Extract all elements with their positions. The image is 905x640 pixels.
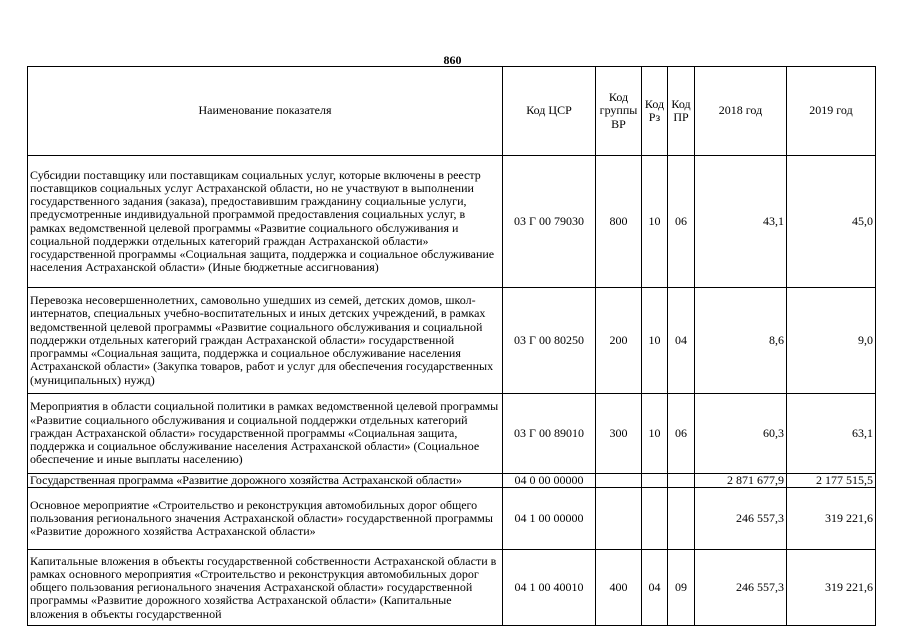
row-2018: 2 871 677,9 (695, 474, 787, 488)
table-row (28, 156, 876, 288)
row-name: Основное мероприятие «Строительство и реконструкция автомобильных дорог общего пользования регионального значения Астраханской области» государственной программы «Развитие дорожного хозяйства Астраханской области» (28, 488, 503, 550)
header-name: Наименование показателя (28, 67, 503, 156)
header-2019: 2019 год (787, 67, 876, 156)
row-rz: 10 (642, 394, 668, 474)
row-vr (596, 474, 642, 488)
row-rz: 04 (642, 550, 668, 626)
table-row (28, 394, 876, 474)
row-2018: 246 557,3 (695, 488, 787, 550)
row-csr: 03 Г 00 79030 (503, 156, 596, 288)
row-2019: 319 221,6 (787, 550, 876, 626)
row-rz: 10 (642, 156, 668, 288)
table-row (28, 474, 876, 488)
row-2019: 45,0 (787, 156, 876, 288)
row-2019: 9,0 (787, 288, 876, 394)
row-name: Субсидии поставщику или поставщикам социальных услуг, которые включены в реестр поставщиков социальных услуг Астраханской области, но не участвуют в выполнении государственного задания (заказа), предоставившим гражданину социальные услуги, предусмотренные индивидуальной программой предоставления социальных услуг, в рамках ведомственной целевой программы «Развитие социального обслуживания и социальной поддержки отдельных категорий граждан Астраханской области» государственной программы «Социальная защита, поддержка и социальное обслуживание населения Астраханской области» (Иные бюджетные ассигнования) (28, 156, 503, 288)
row-name: Мероприятия в области социальной политики в рамках ведомственной целевой программы «Развитие социального обслуживания и социальной поддержки отдельных категорий граждан Астраханской области» государственной программы «Социальная защита, поддержка и социальное обслуживание населения Астраханской области» (Социальное обеспечение и иные выплаты населению) (28, 394, 503, 474)
row-rz: 10 (642, 288, 668, 394)
row-vr: 400 (596, 550, 642, 626)
table-row (28, 288, 876, 394)
row-csr: 03 Г 00 89010 (503, 394, 596, 474)
row-2018: 246 557,3 (695, 550, 787, 626)
header-pr: Код ПР (668, 67, 695, 156)
page-number: 860 (443, 53, 462, 67)
header-rz: Код Рз (642, 67, 668, 156)
row-pr: 06 (668, 394, 695, 474)
row-2018: 8,6 (695, 288, 787, 394)
row-pr (668, 474, 695, 488)
row-2019: 63,1 (787, 394, 876, 474)
row-2019: 2 177 515,5 (787, 474, 876, 488)
table-row (28, 488, 876, 550)
row-vr: 200 (596, 288, 642, 394)
row-2018: 60,3 (695, 394, 787, 474)
header-2018: 2018 год (695, 67, 787, 156)
row-csr: 04 1 00 00000 (503, 488, 596, 550)
header-vr: Код группы ВР (596, 67, 642, 156)
row-vr (596, 488, 642, 550)
row-pr: 09 (668, 550, 695, 626)
row-pr: 06 (668, 156, 695, 288)
row-csr: 03 Г 00 80250 (503, 288, 596, 394)
row-pr: 04 (668, 288, 695, 394)
row-vr: 300 (596, 394, 642, 474)
row-name: Государственная программа «Развитие дорожного хозяйства Астраханской области» (28, 474, 503, 488)
header-csr: Код ЦСР (503, 67, 596, 156)
row-csr: 04 0 00 00000 (503, 474, 596, 488)
row-2018: 43,1 (695, 156, 787, 288)
table-header-row (28, 67, 876, 156)
budget-table (27, 66, 876, 626)
row-rz (642, 474, 668, 488)
row-pr (668, 488, 695, 550)
row-rz (642, 488, 668, 550)
row-csr: 04 1 00 40010 (503, 550, 596, 626)
table-row (28, 550, 876, 626)
row-name: Капитальные вложения в объекты государственной собственности Астраханской области в рамках основного мероприятия «Строительство и реконструкция автомобильных дорог общего пользования регионального значения Астраханской области» государственной программы «Развитие дорожного хозяйства Астраханской области» (Капитальные вложения в объекты государственной (28, 550, 503, 626)
row-name: Перевозка несовершеннолетних, самовольно ушедших из семей, детских домов, школ-интернатов, специальных учебно-воспитательных и иных детских учреждений, в рамках ведомственной целевой программы «Развитие социального обслуживания и социальной поддержки отдельных категорий граждан Астраханской области» государственной программы «Социальная защита, поддержка и социальное обслуживание населения Астраханской области» (Закупка товаров, работ и услуг для обеспечения государственных (муниципальных) нужд) (28, 288, 503, 394)
row-vr: 800 (596, 156, 642, 288)
row-2019: 319 221,6 (787, 488, 876, 550)
